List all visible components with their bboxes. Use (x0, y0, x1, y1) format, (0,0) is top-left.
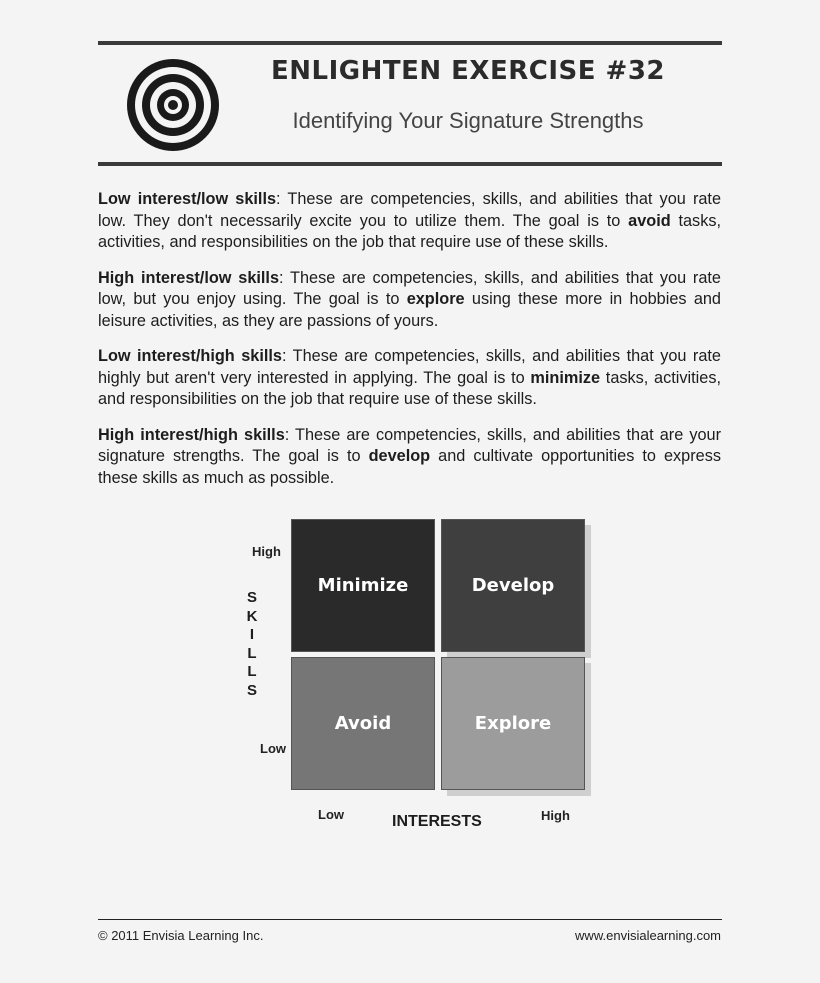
definitions-body (98, 189, 721, 503)
paragraph-text: : These are competencies, skills, and abilities that you rate highly but aren't very interested in applying. The goal is to (98, 347, 721, 387)
skills-low-label: Low (260, 741, 286, 756)
skills-axis-letter: L (247, 644, 257, 662)
paragraph-high-interest-high-skills (98, 425, 721, 490)
page-subtitle: Identifying Your Signature Strengths (292, 108, 644, 133)
interests-axis-label: INTERESTS (392, 813, 482, 830)
skills-axis-letter: S (246, 589, 257, 606)
paragraph-text: and cultivate opportunities to express these skills as much as possible. (98, 447, 721, 487)
paragraph-text: : These are competencies, skills, and abilities that are your signature strengths. The goal is to (98, 425, 721, 465)
skills-high-label: High (252, 544, 281, 559)
footer-copyright: © 2011 Envisia Learning Inc. (98, 928, 264, 943)
interests-high-label: High (541, 808, 570, 823)
quadrant-minimize: Minimize (291, 519, 435, 652)
skills-axis-letter: L (247, 663, 257, 681)
skills-axis-letter: I (249, 626, 255, 644)
skills-axis-label (244, 589, 260, 701)
paragraph-text: using these more in hobbies and leisure activities, as they are passions of yours. (98, 290, 721, 330)
paragraph-text: : These are competencies, skills, and abilities that you rate low. They don't necessarily excite you to utilize them. The goal is to (98, 190, 722, 230)
page-title: ENLIGHTEN EXERCISE #32 (270, 56, 666, 86)
header-top-rule (98, 41, 722, 45)
quadrant-avoid: Avoid (291, 657, 435, 790)
interests-low-label: Low (318, 807, 344, 822)
strengths-matrix (291, 519, 591, 797)
paragraph-keyword: develop (368, 447, 431, 465)
quadrant-explore: Explore (441, 657, 585, 790)
paragraph-label: High interest/high skills (98, 425, 285, 444)
paragraph-low-interest-low-skills (98, 189, 721, 254)
paragraph-low-interest-high-skills (98, 346, 721, 411)
skills-axis-letter: K (246, 607, 258, 625)
bullseye-target-icon (127, 59, 219, 151)
paragraph-text: : These are competencies, skills, and abilities that you rate low, but you enjoy using. The goal is to (98, 268, 721, 308)
paragraph-text: tasks, activities, and responsibilities on the job that require use of these skills. (98, 211, 721, 251)
quadrant-develop: Develop (441, 519, 585, 652)
skills-axis-letter: S (246, 681, 257, 699)
paragraph-label: High interest/low skills (98, 268, 279, 287)
paragraph-keyword: avoid (628, 211, 671, 230)
footer-website: www.envisialearning.com (575, 928, 721, 943)
header-bottom-rule (98, 162, 722, 166)
paragraph-label: Low interest/low skills (98, 190, 277, 208)
paragraph-high-interest-low-skills (98, 268, 721, 333)
footer-rule (98, 919, 722, 920)
paragraph-label: Low interest/high skills (98, 347, 282, 365)
paragraph-keyword: minimize (530, 368, 601, 387)
paragraph-keyword: explore (406, 290, 465, 308)
paragraph-text: tasks, activities, and responsibilities on the job that require use of these skills. (98, 368, 721, 408)
